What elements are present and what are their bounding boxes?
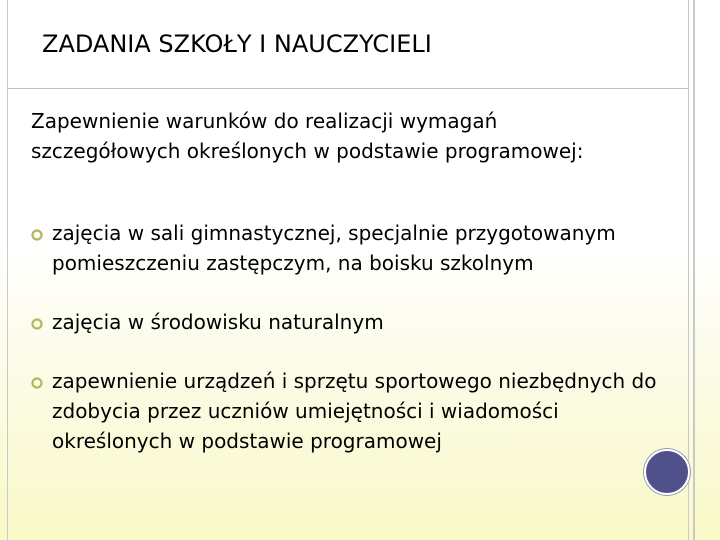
intro-text: Zapewnienie warunków do realizacji wymagań szczegółowych określonych w podstawie programowej:	[31, 109, 584, 163]
title-divider	[7, 88, 689, 89]
list-item	[31, 366, 661, 456]
circle-bullet-icon	[31, 229, 43, 241]
list-item	[31, 307, 661, 337]
decorative-circle-icon	[644, 449, 690, 495]
list-item-text: zajęcia w sali gimnastycznej, specjalnie przygotowanym pomieszczeniu zastępczym, na boisku szkolnym	[52, 221, 616, 275]
circle-bullet-icon	[31, 318, 43, 330]
circle-bullet-icon	[31, 377, 43, 389]
list-item-text: zapewnienie urządzeń i sprzętu sportowego niezbędnych do zdobycia przez uczniów umiejętności i wiadomości określonych w podstawie programowej	[52, 369, 657, 453]
list-item-text: zajęcia w środowisku naturalnym	[52, 310, 384, 334]
slide-frame-left	[7, 0, 8, 540]
bullet-list	[31, 218, 661, 485]
list-item	[31, 218, 661, 278]
slide-title: ZADANIA SZKOŁY I NAUCZYCIELI	[42, 30, 432, 58]
slide-frame-right-inner	[693, 0, 695, 540]
slide-frame-right	[688, 0, 689, 540]
